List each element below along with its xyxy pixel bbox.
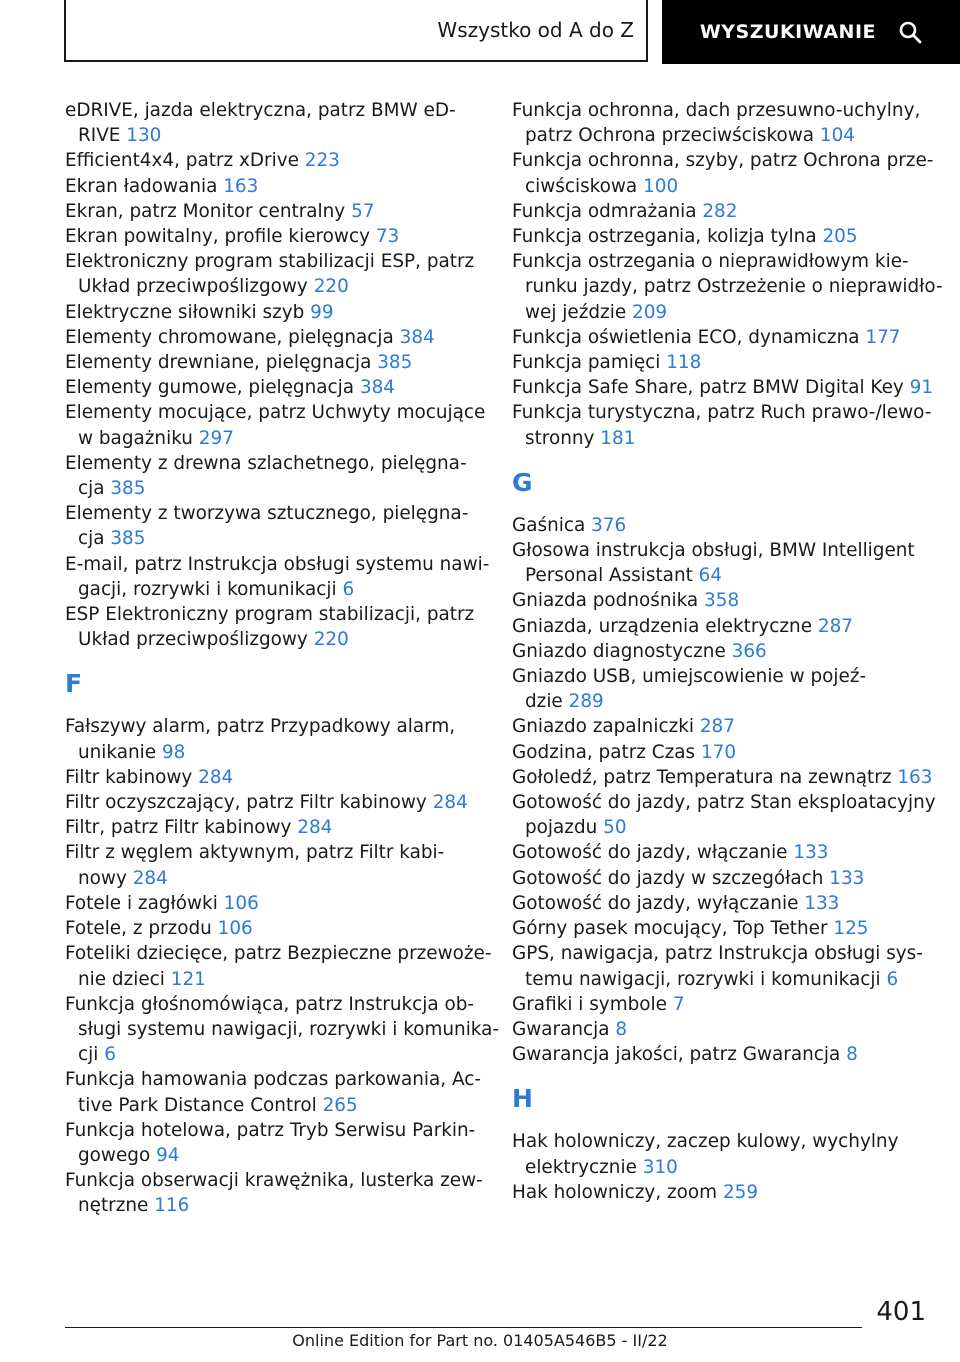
index-entry[interactable] <box>512 614 932 639</box>
page-link[interactable]: 6 <box>342 578 355 600</box>
page-link[interactable]: 205 <box>822 226 858 248</box>
tab-a-to-z[interactable] <box>64 0 648 62</box>
page-link[interactable]: 133 <box>804 892 840 914</box>
footer-edition: Online Edition for Part no. 01405A546B5 - II/22 <box>292 1331 668 1350</box>
entry-text: Funkcja hotelowa, patrz Tryb Serwisu Parkin- <box>65 1119 476 1141</box>
entry-text: Funkcja Safe Share, patrz BMW Digital Key <box>512 377 904 399</box>
page-link[interactable]: 121 <box>170 968 206 990</box>
entry-text: Gwarancja jakości, patrz Gwarancja <box>512 1044 841 1066</box>
entry-text: Fotele i zagłówki <box>65 892 218 914</box>
index-entry[interactable] <box>512 790 936 840</box>
page-link[interactable]: 385 <box>110 478 146 500</box>
page-link[interactable]: 220 <box>313 629 349 651</box>
index-entry[interactable] <box>65 992 500 1068</box>
entry-text: Układ przeciwpoślizgowy <box>78 629 308 651</box>
entry-text: cja <box>78 478 105 500</box>
entry-text: cja <box>78 528 105 550</box>
entry-text: ciwściskowa <box>525 175 638 197</box>
page-link[interactable]: 91 <box>909 377 934 399</box>
entry-text: Elementy z drewna szlachetnego, pielęgna- <box>65 452 467 474</box>
entry-text: Funkcja oświetlenia ECO, dynamiczna <box>512 326 860 348</box>
top-bar <box>0 0 960 66</box>
entry-text: nętrzne <box>78 1195 149 1217</box>
entry-text: Funkcja pamięci <box>512 352 661 374</box>
index-column-right <box>512 98 943 1205</box>
entry-text: temu nawigacji, rozrywki i komunikacji <box>525 968 881 990</box>
index-entry[interactable] <box>512 224 932 249</box>
index-entry[interactable] <box>65 602 485 652</box>
entry-text: Personal Assistant <box>525 565 693 587</box>
entry-text: tive Park Distance Control <box>78 1094 317 1116</box>
page-link[interactable]: 98 <box>161 741 186 763</box>
page-link[interactable]: 181 <box>600 427 636 449</box>
index-entry[interactable] <box>512 992 932 1017</box>
page-link[interactable]: 50 <box>603 817 627 839</box>
index-entry[interactable] <box>512 740 932 765</box>
index-entry[interactable] <box>512 350 932 375</box>
section-letter: F <box>65 669 83 699</box>
entry-text: Funkcja hamowania podczas parkowania, Ac- <box>65 1069 482 1091</box>
index-entry[interactable] <box>512 765 932 790</box>
index-entry[interactable] <box>65 174 485 199</box>
page-link[interactable]: 358 <box>704 590 740 612</box>
tab-search-label: WYSZUKIWANIE <box>699 21 876 43</box>
index-entry[interactable] <box>65 148 485 173</box>
entry-text: elektrycznie <box>525 1156 637 1178</box>
page-link[interactable]: 125 <box>833 918 869 940</box>
index-entry[interactable] <box>512 325 932 350</box>
footer-divider <box>65 1327 862 1328</box>
page-link[interactable]: 177 <box>865 326 901 348</box>
page-link[interactable]: 170 <box>700 741 737 763</box>
entry-text: Gniazdo USB, umiejscowienie w pojeź- <box>512 666 867 688</box>
index-entry[interactable] <box>65 98 485 148</box>
index-entry[interactable] <box>65 249 485 299</box>
entry-text: Funkcja obserwacji krawężnika, lusterka zew- <box>65 1170 483 1192</box>
page-link[interactable]: 116 <box>154 1195 190 1217</box>
entry-text: gowego <box>78 1144 151 1166</box>
index-entry[interactable] <box>65 451 485 501</box>
index-entry[interactable] <box>65 916 485 941</box>
entry-text: Gotowość do jazdy, patrz Stan eksploatacyjny <box>512 792 936 814</box>
index-entry[interactable] <box>512 714 932 739</box>
page-link[interactable]: 284 <box>297 817 333 839</box>
entry-text: stronny <box>525 427 595 449</box>
entry-text: Górny pasek mocujący, Top Tether <box>512 918 828 940</box>
tab-a-to-z-label: Wszystko od A do Z <box>437 18 634 42</box>
page-link[interactable]: 106 <box>223 892 259 914</box>
page-link[interactable]: 223 <box>304 150 340 172</box>
page-link[interactable]: 130 <box>126 125 162 147</box>
index-entry[interactable] <box>512 1042 932 1067</box>
index-entry[interactable] <box>65 300 485 325</box>
index-entry[interactable] <box>65 1067 485 1117</box>
index-entry[interactable] <box>512 249 943 325</box>
entry-text: patrz Ochrona przeciwściskowa <box>525 125 815 147</box>
index-entry[interactable] <box>65 224 485 249</box>
index-entry[interactable] <box>512 375 932 400</box>
entry-text: Gniazdo zapalniczki <box>512 716 694 738</box>
index-entry[interactable] <box>65 1118 485 1168</box>
section-letter: G <box>512 467 533 497</box>
index-entry[interactable] <box>512 513 932 538</box>
page-link[interactable]: 366 <box>731 640 767 662</box>
entry-text: Funkcja głośnomówiąca, patrz Instrukcja ob- <box>65 993 475 1015</box>
index-entry[interactable] <box>65 941 492 991</box>
page-link[interactable]: 265 <box>322 1094 358 1116</box>
entry-text: Gniazda, urządzenia elektryczne <box>512 615 813 637</box>
entry-text: eDRIVE, jazda elektryczna, patrz BMW eD- <box>65 100 456 121</box>
index-entry[interactable] <box>512 148 932 198</box>
index-entry[interactable] <box>512 400 932 450</box>
index-entry[interactable] <box>65 1168 485 1218</box>
index-entry[interactable] <box>512 866 932 891</box>
entry-text: Układ przeciwpoślizgowy <box>78 276 308 298</box>
index-entry[interactable] <box>65 325 485 350</box>
index-entry[interactable] <box>65 501 485 551</box>
page-link[interactable]: 259 <box>722 1181 759 1203</box>
tab-search[interactable] <box>662 0 960 64</box>
index-entry[interactable] <box>512 891 932 916</box>
entry-text: Gwarancja <box>512 1018 610 1040</box>
index-entry[interactable] <box>65 840 485 890</box>
entry-text: Ekran powitalny, profile kierowcy <box>65 226 370 248</box>
page-link[interactable]: 385 <box>110 528 146 550</box>
entry-text: dzie <box>525 691 563 713</box>
index-entry[interactable] <box>512 1129 932 1179</box>
index-entry[interactable] <box>65 350 485 375</box>
index-entry[interactable] <box>512 1017 932 1042</box>
entry-text: Gaśnica <box>512 514 586 536</box>
entry-text: Filtr kabinowy <box>65 766 193 788</box>
entry-text: ESP Elektroniczny program stabilizacji, patrz <box>65 604 475 626</box>
entry-text: E-mail, patrz Instrukcja obsługi systemu nawi- <box>65 553 490 575</box>
entry-text: runku jazdy, patrz Ostrzeżenie o nieprawidło- <box>525 276 943 298</box>
page-link[interactable]: 209 <box>632 301 668 323</box>
entry-text: Elementy chromowane, pielęgnacja <box>65 326 394 348</box>
entry-text: Ekran, patrz Monitor centralny <box>65 200 346 222</box>
page-link[interactable]: 163 <box>897 766 933 788</box>
entry-text: Gotowość do jazdy w szczegółach <box>512 867 824 889</box>
section-letter: H <box>512 1084 533 1114</box>
entry-text: Elementy z tworzywa sztucznego, pielęgna- <box>65 503 469 525</box>
entry-text: Filtr z węglem aktywnym, patrz Filtr kabi- <box>65 842 445 864</box>
page-link[interactable]: 284 <box>198 766 234 788</box>
page-link[interactable]: 6 <box>886 968 899 990</box>
index-entry[interactable] <box>512 199 932 224</box>
entry-text: Funkcja ochronna, dach przesuwno-uchylny, <box>512 100 921 121</box>
entry-text: Elektroniczny program stabilizacji ESP, patrz <box>65 251 475 273</box>
index-column-left <box>65 98 500 1219</box>
page-link[interactable]: 287 <box>817 615 853 637</box>
entry-text: w bagażniku <box>78 427 193 449</box>
index-entry[interactable] <box>512 840 932 865</box>
page-link[interactable]: 284 <box>432 792 468 814</box>
page-link[interactable]: 7 <box>672 993 685 1015</box>
page-link[interactable]: 284 <box>132 867 168 889</box>
entry-text: nowy <box>78 867 127 889</box>
entry-text: Elementy drewniane, pielęgnacja <box>65 352 372 374</box>
page-link[interactable]: 73 <box>375 226 400 248</box>
page-link[interactable]: 99 <box>310 301 334 323</box>
entry-text: cji <box>78 1044 99 1066</box>
page-link[interactable]: 94 <box>156 1144 180 1166</box>
entry-text: Filtr oczyszczający, patrz Filtr kabinowy <box>65 792 427 814</box>
index-entry[interactable] <box>65 714 485 764</box>
index-entry[interactable] <box>512 588 932 613</box>
entry-text: pojazdu <box>525 817 598 839</box>
index-entry[interactable] <box>512 639 932 664</box>
index-entry[interactable] <box>65 375 485 400</box>
entry-text: unikanie <box>78 741 157 763</box>
page-link[interactable]: 282 <box>702 200 738 222</box>
page-link[interactable]: 310 <box>642 1156 678 1178</box>
page-link[interactable]: 133 <box>793 842 829 864</box>
page-link[interactable]: 220 <box>313 276 349 298</box>
entry-text: Funkcja ostrzegania, kolizja tylna <box>512 226 817 248</box>
entry-text: wej jeździe <box>525 301 627 323</box>
entry-text: Funkcja ostrzegania o nieprawidłowym kie- <box>512 251 909 273</box>
entry-text: Funkcja ochronna, szyby, patrz Ochrona prze- <box>512 150 934 172</box>
index-entry[interactable] <box>512 538 932 588</box>
entry-text: Gotowość do jazdy, włączanie <box>512 842 788 864</box>
page-link[interactable]: 133 <box>829 867 865 889</box>
page-link[interactable]: 163 <box>223 175 259 197</box>
page-link[interactable]: 385 <box>377 352 413 374</box>
page-link[interactable]: 376 <box>591 514 627 536</box>
index-entry[interactable] <box>65 765 485 790</box>
page-link[interactable]: 104 <box>819 125 856 147</box>
index-entry[interactable] <box>512 941 932 991</box>
entry-text: Elementy gumowe, pielęgnacja <box>65 377 355 399</box>
entry-text: Głosowa instrukcja obsługi, BMW Intelligent <box>512 540 915 562</box>
entry-text: RIVE <box>78 125 121 147</box>
entry-text: Efficient4x4, patrz xDrive <box>65 150 299 172</box>
entry-text: Gołoledź, patrz Temperatura na zewnątrz <box>512 766 892 788</box>
page-link[interactable]: 297 <box>198 427 234 449</box>
page-link[interactable]: 106 <box>217 918 253 940</box>
page-link[interactable]: 289 <box>568 691 604 713</box>
entry-text: Hak holowniczy, zaczep kulowy, wychylny <box>512 1131 899 1153</box>
entry-text: Funkcja odmrażania <box>512 200 697 222</box>
page-link[interactable]: 64 <box>698 565 723 587</box>
page-number: 401 <box>876 1297 926 1327</box>
index-entry[interactable] <box>65 815 485 840</box>
entry-text: Filtr, patrz Filtr kabinowy <box>65 817 292 839</box>
page-link[interactable]: 57 <box>351 200 375 222</box>
page-link[interactable]: 6 <box>104 1044 116 1066</box>
page-link[interactable]: 8 <box>615 1018 628 1040</box>
entry-text: Hak holowniczy, zoom <box>512 1181 718 1203</box>
entry-text: Godzina, patrz Czas <box>512 741 696 763</box>
entry-text: Fotele, z przodu <box>65 918 212 940</box>
entry-text: gacji, rozrywki i komunikacji <box>78 578 337 600</box>
page-link[interactable]: 100 <box>643 175 679 197</box>
index-entry[interactable] <box>65 891 485 916</box>
index-entry[interactable] <box>512 916 932 941</box>
index-entry[interactable] <box>65 199 485 224</box>
index-entry[interactable] <box>65 552 490 602</box>
index-entry[interactable] <box>512 98 932 148</box>
page-link[interactable]: 8 <box>846 1044 858 1066</box>
index-entry[interactable] <box>512 1180 932 1205</box>
entry-text: Funkcja turystyczna, patrz Ruch prawo-/lewo- <box>512 402 932 424</box>
entry-text: Elementy mocujące, patrz Uchwyty mocujące <box>65 402 486 424</box>
entry-text: Elektryczne siłowniki szyb <box>65 301 305 323</box>
index-entry[interactable] <box>65 400 485 450</box>
index-entry[interactable] <box>65 790 485 815</box>
entry-text: Gniazda podnośnika <box>512 590 699 612</box>
entry-text: Ekran ładowania <box>65 175 218 197</box>
entry-text: Foteliki dziecięce, patrz Bezpieczne przewoże- <box>65 943 492 965</box>
entry-text: Gotowość do jazdy, wyłączanie <box>512 892 799 914</box>
page-link[interactable]: 287 <box>699 716 735 738</box>
entry-text: GPS, nawigacja, patrz Instrukcja obsługi sys- <box>512 943 923 965</box>
entry-text: nie dzieci <box>78 968 165 990</box>
search-icon <box>898 20 922 44</box>
page-link[interactable]: 384 <box>399 326 435 348</box>
entry-text: Gniazdo diagnostyczne <box>512 640 726 662</box>
page-link[interactable]: 384 <box>359 377 395 399</box>
entry-text: Fałszywy alarm, patrz Przypadkowy alarm, <box>65 716 456 738</box>
entry-text: sługi systemu nawigacji, rozrywki i komunika- <box>78 1018 500 1040</box>
index-entry[interactable] <box>512 664 932 714</box>
entry-text: Grafiki i symbole <box>512 993 667 1015</box>
page-link[interactable]: 118 <box>666 352 702 374</box>
